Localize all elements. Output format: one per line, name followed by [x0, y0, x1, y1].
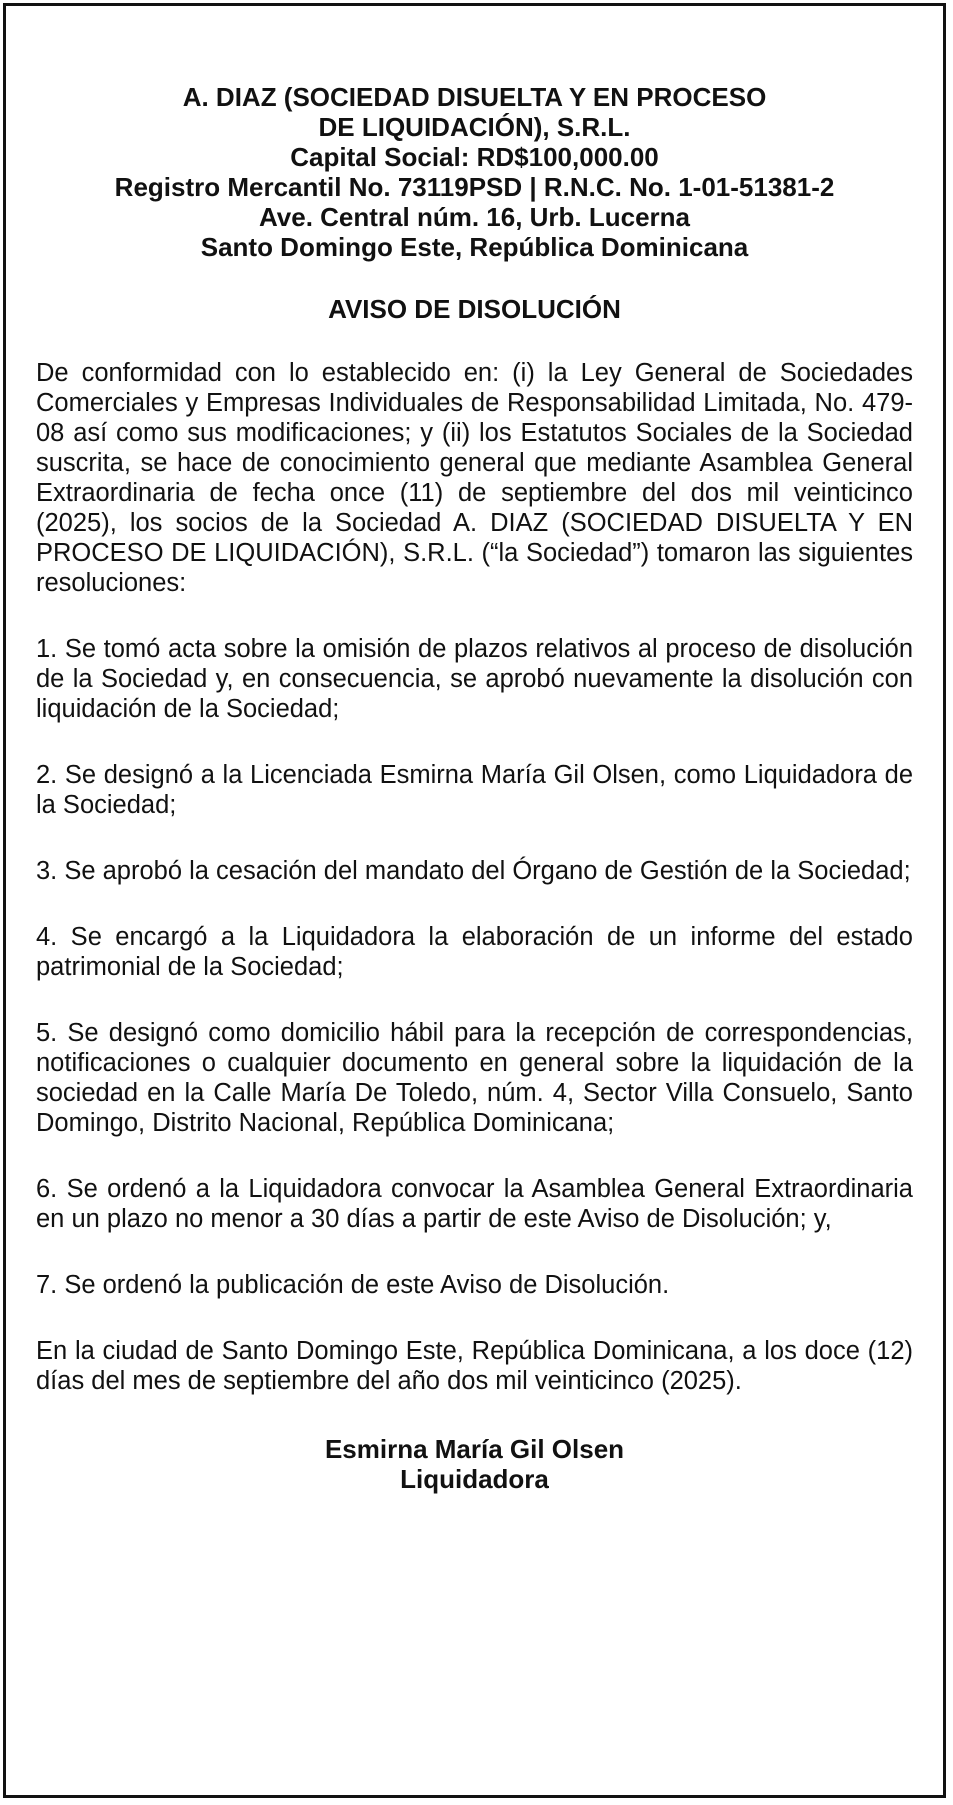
company-header [36, 82, 913, 262]
company-name-line-1: A. DIAZ (SOCIEDAD DISUELTA Y EN PROCESO [182, 82, 767, 112]
closing-paragraph: En la ciudad de Santo Domingo Este, República Dominicana, a los doce (12) días del mes de septiembre del año dos mil veinticinco (2025). [36, 1337, 913, 1395]
resolution-2: 2. Se designó a la Licenciada Esmirna María Gil Olsen, como Liquidadora de la Sociedad; [36, 761, 913, 819]
signature-block [36, 1434, 913, 1494]
notice-title: AVISO DE DISOLUCIÓN [328, 294, 621, 324]
company-name-line-2: DE LIQUIDACIÓN), S.R.L. [318, 112, 631, 142]
resolution-7: 7. Se ordenó la publicación de este Aviso de Disolución. [36, 1271, 670, 1299]
resolution-4: 4. Se encargó a la Liquidadora la elaboración de un informe del estado patrimonial de la Sociedad; [36, 923, 913, 981]
intro-paragraph: De conformidad con lo establecido en: (i) la Ley General de Sociedades Comerciales y Empresas Individuales de Responsabilidad Limitada, No. 479-08 así como sus modificaciones; y (ii) los Estatutos Sociales de la Sociedad suscrita, se hace de conocimiento general que mediante Asamblea General Extraordinaria de fecha once (11) de septiembre del dos mil veinticinco (2025), los socios de la Sociedad A. DIAZ (SOCIEDAD DISUELTA Y EN PROCESO DE LIQUIDACIÓN), S.R.L. (“la Sociedad”) tomaron las siguientes resoluciones: [36, 359, 913, 597]
address-city: Santo Domingo Este, República Dominicana [200, 232, 749, 262]
registry-info: Registro Mercantil No. 73119PSD | R.N.C. No. 1-01-51381-2 [114, 172, 835, 202]
resolution-3: 3. Se aprobó la cesación del mandato del Órgano de Gestión de la Sociedad; [36, 857, 911, 885]
notice-content [36, 82, 913, 1494]
notice-border [3, 3, 946, 1798]
resolution-6: 6. Se ordenó a la Liquidadora convocar la Asamblea General Extraordinaria en un plazo no menor a 30 días a partir de este Aviso de Disolución; y, [36, 1175, 913, 1233]
signatory-name: Esmirna María Gil Olsen [324, 1434, 625, 1464]
address-street: Ave. Central núm. 16, Urb. Lucerna [258, 202, 691, 232]
resolution-1: 1. Se tomó acta sobre la omisión de plazos relativos al proceso de disolución de la Sociedad y, en consecuencia, se aprobó nuevamente la disolución con liquidación de la Sociedad; [36, 635, 913, 723]
signatory-role: Liquidadora [400, 1464, 549, 1494]
resolution-5: 5. Se designó como domicilio hábil para la recepción de correspondencias, notificaciones o cualquier documento en general sobre la liquidación de la sociedad en la Calle María De Toledo, núm. 4, Sector Villa Consuelo, Santo Domingo, Distrito Nacional, República Dominicana; [36, 1019, 913, 1137]
capital-social: Capital Social: RD$100,000.00 [290, 142, 659, 172]
